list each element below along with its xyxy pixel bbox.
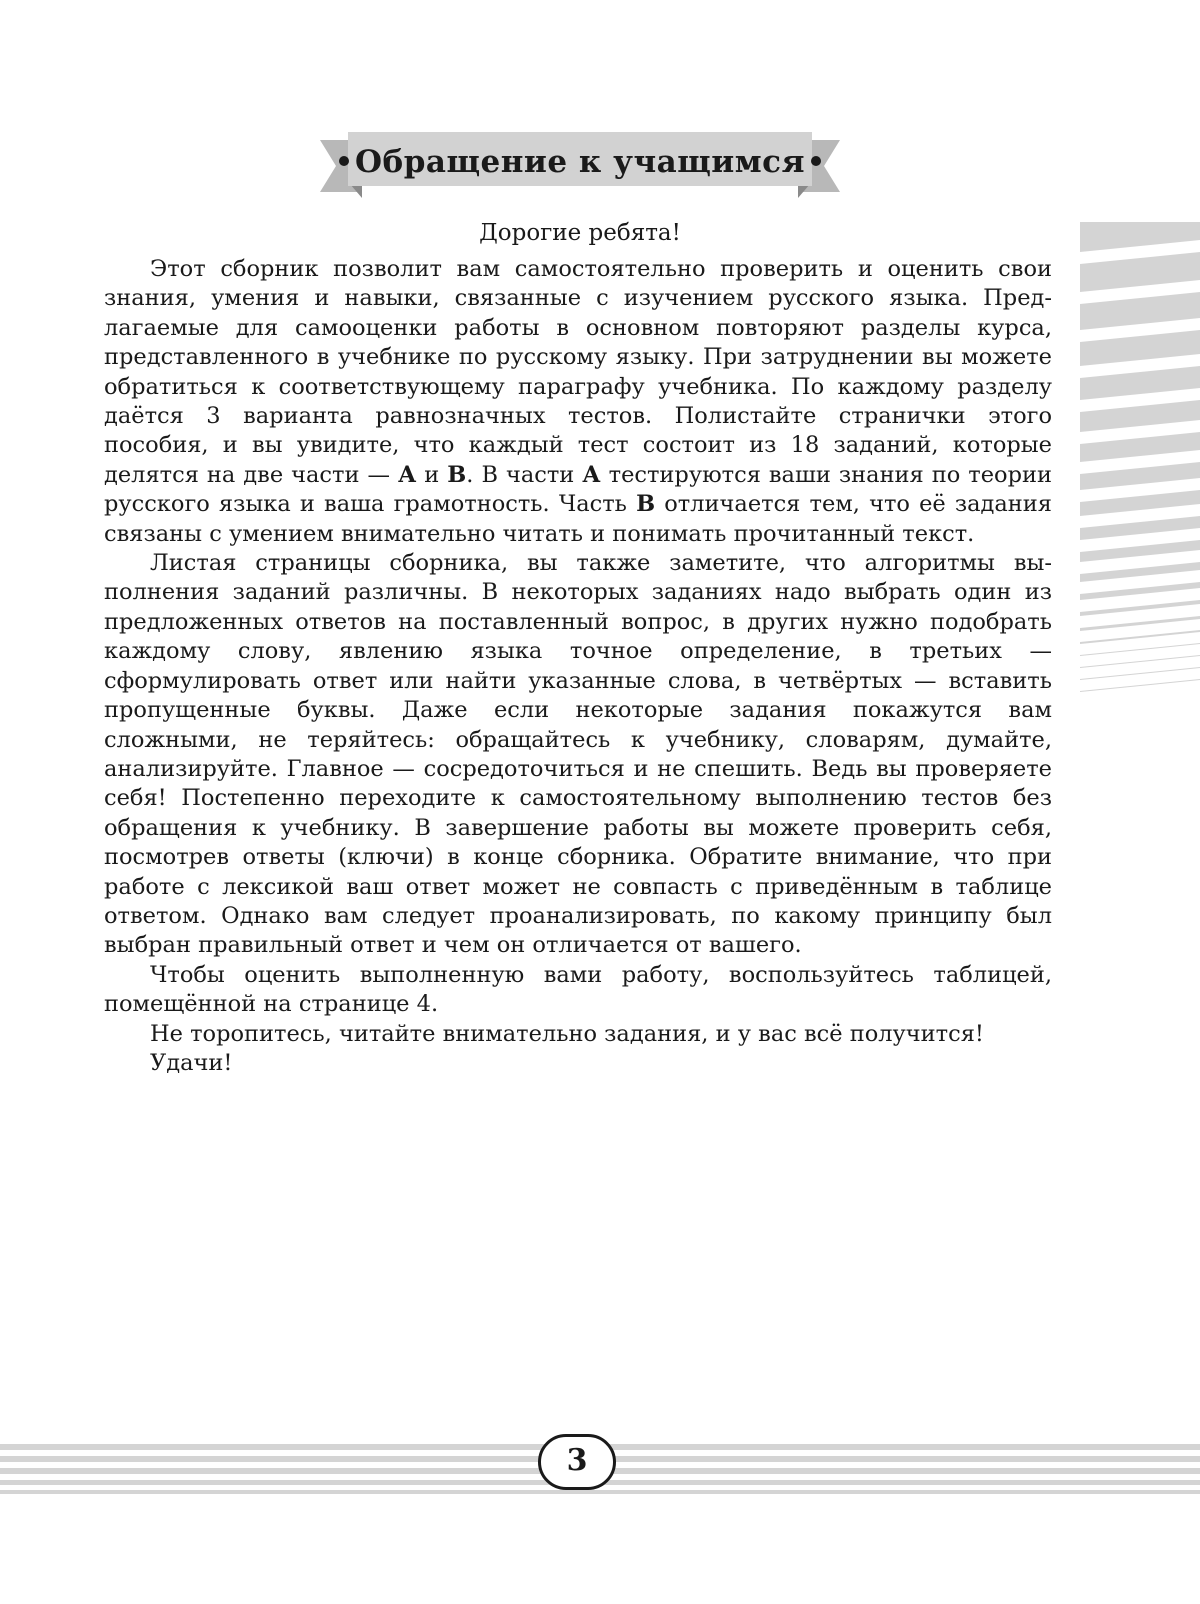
part-b-label: В xyxy=(447,461,467,488)
page-number: 3 xyxy=(538,1434,616,1490)
part-b-label: В xyxy=(636,491,656,518)
paragraph-algorithms: Листая страницы сборника, вы также заметите, что алгоритмы выполнения заданий различны. В некоторых заданиях надо выбрать один из предложенных ответов на поставленный вопрос, в других нужно подобрать каждому слову, явлению языка точное определение, в третьих — сформулировать ответ или найти указанные слова, в четвёртых — вставить пропущенные буквы. Даже если некоторые задания покажутся вам сложными, не теряйтесь: обращайтесь к учебнику, словарям, думайте, анализируйте. Главное — сосредоточиться и не спешить. Ведь вы проверяете себя! Постепенно переходите к самостоятельному выполнению тестов без обращения к учебнику. В завершение работы вы можете проверить себя, посмотрев ответы (ключи) в конце сборника. Обратите внимание, что при работе с лексикой ваш ответ может не совпасть с приведённым в таблице ответом. Однако вам следует проанализировать, по какому принципу был выбран правильный ответ и чем он отличается от вашего. xyxy=(104,550,1052,959)
paragraph-evaluation: Чтобы оценить выполненную вами работу, воспользуйтесь таблицей, помещённой на странице 4. xyxy=(104,961,1052,1018)
bullet-dot-left-icon xyxy=(339,156,349,166)
paragraph-intro: Этот сборник позволит вам самостоятельно проверить и оценить свои знания, умения и навыки, связанные с изучением русского языка. Предлагаемые для самооценки работы в основном повторяют разделы курса, представленного в учебнике по русскому языку. При затруднении вы можете обратиться к соответствующему параграфу учебника. По каждому разделу даётся 3 варианта равнозначных тестов. Полистайте странички этого пособия, и вы увидите, что каждый тест состоит из 18 заданий, которые делятся на две части — А и В. В части А тестируются ваши знания по теории русского языка и ваша грамотность. Часть В отличается тем, что её задания связаны с умением внимательно читать и понимать прочитанный текст. xyxy=(104,256,1052,547)
paragraph-good-luck: Удачи! xyxy=(150,1049,233,1076)
part-a-label: А xyxy=(582,461,601,488)
greeting: Дорогие ребята! xyxy=(479,220,681,246)
title-banner xyxy=(300,132,860,202)
bullet-dot-right-icon xyxy=(811,156,821,166)
side-stripes-decoration xyxy=(1080,222,1200,822)
stripes-graphic xyxy=(1080,222,1200,822)
paragraph-advice: Не торопитесь, читайте внимательно задания, и у вас всё получится! xyxy=(150,1020,984,1047)
body-text xyxy=(104,255,1052,1078)
part-a-label: А xyxy=(397,461,417,488)
page-title xyxy=(300,140,860,184)
page-title-text: Обращение к учащимся xyxy=(355,144,805,180)
